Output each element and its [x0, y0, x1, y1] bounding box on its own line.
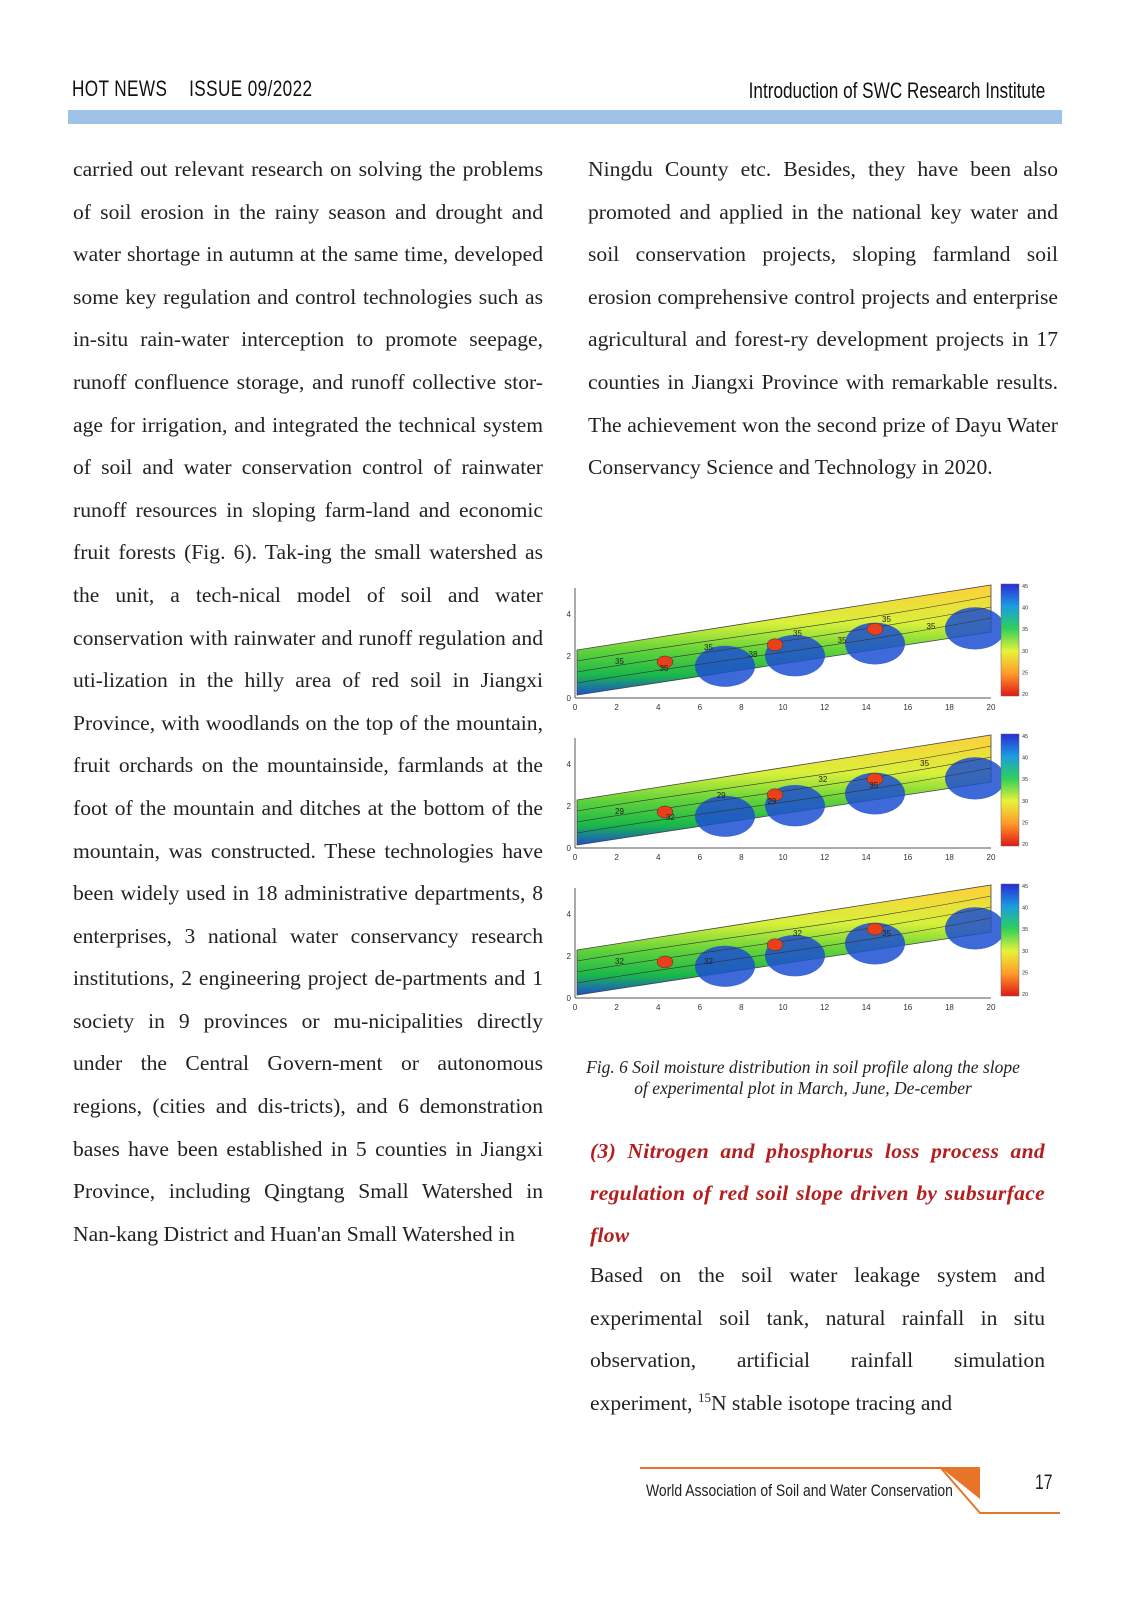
soil-moisture-figure — [563, 580, 1037, 1035]
colorbar-tick-label: 30 — [1022, 948, 1029, 955]
contour-label: 29 — [615, 806, 624, 816]
section-body-text — [590, 1254, 1045, 1424]
x-tick-label: 2 — [614, 853, 619, 862]
isotope-superscript: 15 — [697, 1389, 711, 1405]
contour-label: 29 — [716, 790, 726, 800]
x-tick-label: 12 — [820, 703, 830, 712]
colorbar-tick-label: 25 — [1022, 970, 1029, 977]
section-heading: (3) Nitrogen and phosphorus loss process and regulation of red soil slope driven by subsurface flow — [590, 1139, 1045, 1247]
colorbar-tick-label: 40 — [1022, 755, 1029, 762]
wet-zone — [695, 646, 755, 687]
x-tick-label: 20 — [986, 853, 996, 862]
contour-label: 32 — [704, 956, 713, 966]
contour-label: 35 — [615, 656, 624, 666]
x-tick-label: 2 — [614, 1003, 619, 1012]
x-tick-label: 8 — [739, 703, 744, 712]
colorbar-tick-label: 25 — [1022, 670, 1029, 677]
x-tick-label: 14 — [861, 703, 871, 712]
x-tick-label: 18 — [944, 703, 954, 712]
colorbar-tick-label: 45 — [1022, 734, 1029, 740]
y-tick-label: 0 — [566, 694, 571, 703]
colorbar-tick-label: 45 — [1022, 884, 1029, 890]
moisture-panel — [567, 734, 1029, 862]
contour-label: 32 — [793, 928, 802, 938]
contour-label: 38 — [748, 649, 758, 659]
contour-label: 35 — [926, 622, 936, 632]
y-tick-label: 2 — [566, 952, 571, 961]
contour-label: 35 — [869, 781, 879, 791]
y-tick-label: 4 — [566, 610, 571, 619]
x-tick-label: 10 — [778, 703, 788, 712]
header-bar — [68, 110, 1062, 124]
x-tick-label: 18 — [944, 853, 954, 862]
x-tick-label: 10 — [778, 853, 788, 862]
left-column-text: carried out relevant research on solving the problems of soil erosion in the rainy season and drought and water shortage in autumn at the same time, developed some key regulation and control technologies such as in-situ rain-water interception to promote seepage, runoff confluence storage, and runoff collective stor-age for irrigation, and integrated the technical system of soil and water conservation control of rainwater runoff resources in sloping farm-land and economic fruit forests (Fig. 6). Tak-ing the small watershed as the unit, a tech-nical model of soil and water conservation with rainwater and runoff regulation and uti-lization in the hilly area of red soil in Jiangxi Province, with woodlands on the top of the mountain, fruit orchards on the mountainside, farmlands at the foot of the mountain and ditches at the bottom of the mountain, was constructed. These technologies have been widely used in 18 administrative departments, 8 enterprises, 3 national water conservancy research institutions, 2 engineering project de-partments and 1 society in 9 provinces or mu-nicipalities directly under the Central Govern-ment or autonomous regions, (cities and dis-tricts), and 6 demonstration bases have been established in 5 counties in Jiangxi Province, including Qingtang Small Watershed in Nan-kang District and Huan'an Small Watershed in — [73, 157, 543, 1246]
colorbar-tick-label: 40 — [1022, 905, 1029, 912]
x-tick-label: 14 — [861, 853, 871, 862]
header-section: HOT NEWS — [72, 76, 168, 101]
colorbar-tick-label: 40 — [1022, 605, 1029, 612]
x-tick-label: 8 — [739, 1003, 744, 1012]
contour-label: 35 — [837, 635, 847, 645]
x-tick-label: 0 — [572, 853, 578, 862]
contour-label: 32 — [615, 956, 624, 966]
moisture-panel — [567, 884, 1029, 1012]
colorbar-tick-label: 35 — [1022, 777, 1029, 784]
dry-spot — [767, 939, 783, 951]
dry-spot — [657, 956, 673, 968]
colorbar-tick-label: 35 — [1022, 927, 1029, 934]
moisture-panel — [567, 584, 1029, 712]
contour-label: 29 — [767, 796, 777, 806]
x-tick-label: 6 — [697, 703, 703, 712]
header-issue: ISSUE 09/2022 — [189, 76, 313, 101]
colorbar-tick-label: 25 — [1022, 820, 1029, 827]
colorbar-tick-label: 30 — [1022, 798, 1029, 805]
section-text-end: N stable isotope tracing and — [710, 1390, 953, 1415]
x-tick-label: 4 — [655, 703, 661, 712]
contour-label: 35 — [659, 663, 669, 673]
colorbar-tick-label: 20 — [1022, 692, 1029, 698]
contour-label: 35 — [704, 642, 713, 652]
colorbar — [1001, 584, 1019, 696]
x-tick-label: 18 — [944, 1003, 954, 1012]
section-text-start: Based on the soil water leakage system and experimental soil tank, natural rainfall in situ observation, artificial rainfall simulation experiment, — [590, 1263, 1045, 1415]
figure-caption: Fig. 6 Soil moisture distribution in soil profile along the slope of experimental plot in March, June, De-cember — [586, 1057, 1020, 1098]
x-tick-label: 16 — [903, 853, 913, 862]
y-tick-label: 4 — [566, 910, 571, 919]
page-number: 17 — [1035, 1471, 1053, 1494]
contour-label: 35 — [882, 615, 891, 625]
x-tick-label: 6 — [697, 1003, 703, 1012]
colorbar — [1001, 884, 1019, 996]
running-header-title: Introduction of SWC Research Institute — [748, 78, 1045, 103]
y-tick-label: 2 — [566, 652, 571, 661]
running-header-left — [72, 76, 312, 102]
x-tick-label: 2 — [614, 703, 619, 712]
wet-zone — [695, 946, 755, 987]
right-column-text: Ningdu County etc. Besides, they have been also promoted and applied in the national key water and soil conservation projects, sloping farmland soil erosion comprehensive control projects and enterprise agricultural and forest-ry development projects in 17 counties in Jiangxi Province with remarkable results. The achievement won the second prize of Dayu Water Conservancy Science and Technology in 2020. — [588, 157, 1058, 480]
x-tick-label: 0 — [572, 703, 578, 712]
x-tick-label: 20 — [986, 1003, 996, 1012]
contour-label: 35 — [920, 759, 930, 769]
footer-organization: World Association of Soil and Water Conservation — [646, 1481, 953, 1500]
y-tick-label: 4 — [566, 760, 571, 769]
x-tick-label: 20 — [986, 703, 996, 712]
x-tick-label: 16 — [903, 1003, 913, 1012]
x-tick-label: 0 — [572, 1003, 578, 1012]
x-tick-label: 4 — [655, 853, 661, 862]
colorbar-tick-label: 20 — [1022, 992, 1029, 998]
wet-zone — [695, 796, 755, 837]
y-tick-label: 0 — [566, 844, 571, 853]
x-tick-label: 8 — [739, 853, 744, 862]
colorbar-tick-label: 20 — [1022, 842, 1029, 848]
y-tick-label: 0 — [566, 994, 571, 1003]
colorbar — [1001, 734, 1019, 846]
dry-spot — [767, 639, 783, 651]
contour-label: 35 — [882, 929, 891, 939]
dry-spot — [867, 923, 883, 935]
contour-label: 32 — [818, 774, 828, 784]
contour-label: 35 — [793, 628, 802, 638]
contour-label: 32 — [665, 812, 675, 822]
x-tick-label: 10 — [778, 1003, 788, 1012]
y-tick-label: 2 — [566, 802, 571, 811]
dry-spot — [867, 623, 883, 635]
colorbar-tick-label: 45 — [1022, 584, 1029, 590]
x-tick-label: 4 — [655, 1003, 661, 1012]
colorbar-tick-label: 30 — [1022, 648, 1029, 655]
colorbar-tick-label: 35 — [1022, 627, 1029, 634]
x-tick-label: 6 — [697, 853, 703, 862]
x-tick-label: 14 — [861, 1003, 871, 1012]
x-tick-label: 12 — [820, 1003, 830, 1012]
x-tick-label: 16 — [903, 703, 913, 712]
x-tick-label: 12 — [820, 853, 830, 862]
